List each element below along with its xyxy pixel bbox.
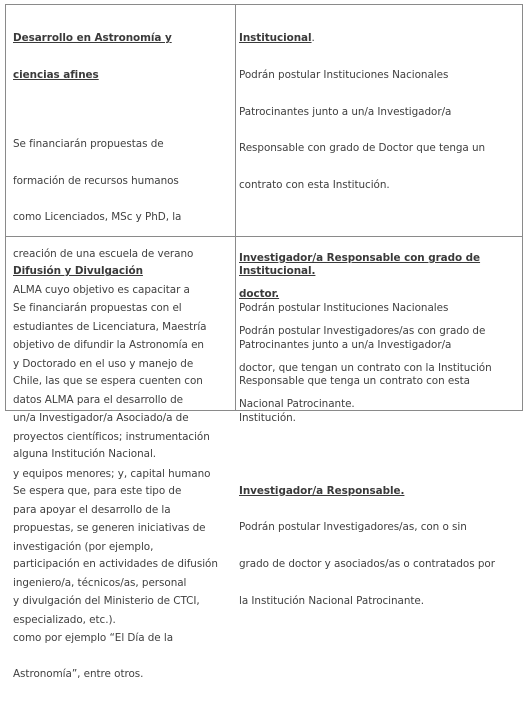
cell-text-line: y Doctorado en el uso y manejo de <box>13 357 194 370</box>
cell-text-line: ALMA cuyo objetivo es capacitar a <box>13 284 190 297</box>
cell-text-line: Institución. <box>239 411 296 424</box>
cell-text-line: Se financiarán propuestas de <box>13 138 164 151</box>
cell-text-line: como por ejemplo “El Día de la <box>13 631 174 644</box>
cell-text-line: especializado, etc.). <box>13 613 116 626</box>
cell-text-line: Nacional Patrocinante. <box>239 398 355 411</box>
cell-heading: doctor. <box>239 288 280 301</box>
cell-text-line: y divulgación del Ministerio de CTCI, <box>13 594 200 607</box>
cell-text-line: proyectos científicos; instrumentación <box>13 430 210 443</box>
cell-text-line: Responsable que tenga un contrato con esta <box>239 375 470 388</box>
cell-heading: Difusión y Divulgación <box>13 265 143 278</box>
cell-text-line: Se financiarán propuestas con el <box>13 302 182 315</box>
cell-text-line: Podrán postular Instituciones Nacionales <box>239 302 449 315</box>
cell-text-line: alguna Institución Nacional. <box>13 448 157 461</box>
cell-text-line: Podrán postular Investigadores/as, con o sin <box>239 521 467 534</box>
cell-text-line: formación de recursos humanos <box>13 174 179 187</box>
cell-text-line: Chile, las que se espera cuenten con <box>13 375 203 388</box>
cell-text-line: grado de doctor y asociados/as o contratados por <box>239 558 495 571</box>
cell-text-line: como Licenciados, MSc y PhD, la <box>13 211 182 224</box>
cell-text-line: datos ALMA para el desarrollo de <box>13 394 183 407</box>
cell-text-line: Podrán postular Instituciones Nacionales <box>239 69 449 82</box>
cell-text-line: para apoyar el desarrollo de la <box>13 504 171 517</box>
cell-text-line: investigación (por ejemplo, <box>13 540 154 553</box>
heading-suffix: . <box>311 32 315 45</box>
cell-text-line: Responsable con grado de Doctor que tenga un <box>239 142 486 155</box>
cell-outreach-eligibility <box>239 241 521 631</box>
cell-text-line: la Institución Nacional Patrocinante. <box>239 594 425 607</box>
cell-text-line: creación de una escuela de verano <box>13 247 194 260</box>
cell-heading: Desarrollo en Astronomía y <box>13 32 172 45</box>
cell-text-line: objetivo de difundir la Astronomía en <box>13 338 204 351</box>
cell-text-line: contrato con esta Institución. <box>239 178 390 191</box>
cell-text-line: Patrocinantes junto a un/a Investigador/a <box>239 105 452 118</box>
cell-heading: Investigador/a Responsable. <box>239 484 405 497</box>
cell-text-line: un/a Investigador/a Asociado/a de <box>13 411 189 424</box>
cell-text-line: Se espera que, para este tipo de <box>13 485 182 498</box>
funding-table <box>5 4 523 681</box>
cell-text-line: ingeniero/a, técnicos/as, personal <box>13 577 187 590</box>
cell-text-line: propuestas, se generen iniciativas de <box>13 521 206 534</box>
cell-heading: Institucional. <box>239 265 316 278</box>
cell-text-line: participación en actividades de difusión <box>13 558 218 571</box>
cell-text-line: Podrán postular Investigadores/as con grado de <box>239 325 486 338</box>
column-divider <box>235 5 236 410</box>
cell-text-line: y equipos menores; y, capital humano <box>13 467 211 480</box>
cell-heading: Institucional <box>239 32 312 45</box>
cell-text-line: Patrocinantes junto a un/a Investigador/a <box>239 338 452 351</box>
cell-outreach <box>13 241 231 705</box>
cell-text-line: Astronomía”, entre otros. <box>13 668 144 681</box>
cell-text-line: estudiantes de Licenciatura, Maestría <box>13 321 207 334</box>
cell-heading: ciencias afines <box>13 69 99 82</box>
cell-heading: Investigador/a Responsable con grado de <box>239 251 481 264</box>
cell-text-line: doctor, que tengan un contrato con la Institución <box>239 361 492 374</box>
